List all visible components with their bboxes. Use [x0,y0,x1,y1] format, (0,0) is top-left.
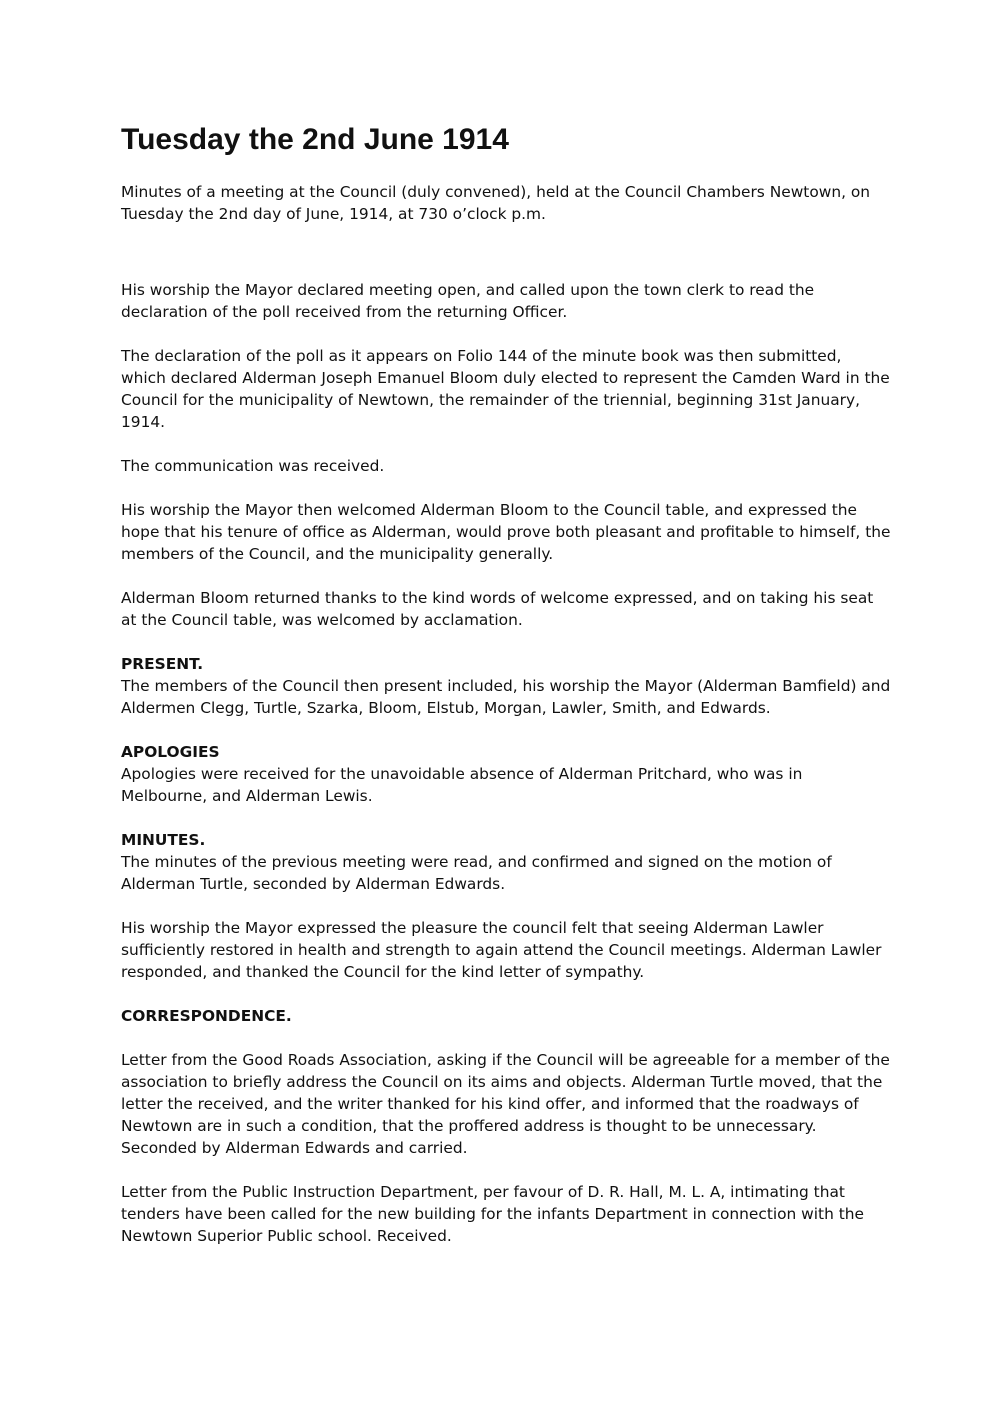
apologies-paragraph: Apologies were received for the unavoidable absence of Alderman Pritchard, who was in Melbourne, and Alderman Lewis. [121,765,803,805]
lawler-paragraph: His worship the Mayor expressed the pleasure the council felt that seeing Alderman Lawler sufficiently restored in health and strength to again attend the Council meetings. Alderman Lawler responded, and thanked the Council for the kind letter of sympathy. [121,919,882,981]
received-paragraph: The communication was received. [121,457,385,475]
present-heading: PRESENT. [121,655,204,673]
opening-paragraph: His worship the Mayor declared meeting open, and called upon the town clerk to read the declaration of the poll received from the returning Officer. [121,281,815,321]
intro-paragraph: Minutes of a meeting at the Council (duly convened), held at the Council Chambers Newtown, on Tuesday the 2nd day of June, 1914, at 730 o’clock p.m. [121,183,871,223]
thanks-paragraph: Alderman Bloom returned thanks to the kind words of welcome expressed, and on taking his seat at the Council table, was welcomed by acclamation. [121,589,874,629]
correspondence-heading: CORRESPONDENCE. [121,1007,292,1025]
correspondence-letter-public-instruction: Letter from the Public Instruction Department, per favour of D. R. Hall, M. L. A, intimating that tenders have been called for the new building for the infants Department in connection with the Newtown Superior Public school. Received. [121,1183,864,1245]
correspondence-letter-good-roads: Letter from the Good Roads Association, asking if the Council will be agreeable for a member of the association to briefly address the Council on its aims and objects. Alderman Turtle moved, that the letter the received, and the writer thanked for his kind offer, and informed that the roadways of Newtown are in such a condition, that the proffered address is thought to be unnecessary. Seconded by Alderman Edwards and carried. [121,1051,890,1157]
page-title: Tuesday the 2nd June 1914 [121,123,509,156]
minutes-paragraph: The minutes of the previous meeting were read, and confirmed and signed on the motion of Alderman Turtle, seconded by Alderman Edwards. [121,853,832,893]
document-page [121,120,891,1247]
welcome-paragraph: His worship the Mayor then welcomed Alderman Bloom to the Council table, and expressed the hope that his tenure of office as Alderman, would prove both pleasant and profitable to himself, the members of the Council, and the municipality generally. [121,501,891,563]
apologies-heading: APOLOGIES [121,743,220,761]
declaration-paragraph: The declaration of the poll as it appears on Folio 144 of the minute book was then submitted, which declared Alderman Joseph Emanuel Bloom duly elected to represent the Camden Ward in the Council for the municipality of Newtown, the remainder of the triennial, beginning 31st January, 1914. [121,347,890,431]
present-paragraph: The members of the Council then present included, his worship the Mayor (Alderman Bamfield) and Aldermen Clegg, Turtle, Szarka, Bloom, Elstub, Morgan, Lawler, Smith, and Edwards. [121,677,891,717]
minutes-heading: MINUTES. [121,831,206,849]
